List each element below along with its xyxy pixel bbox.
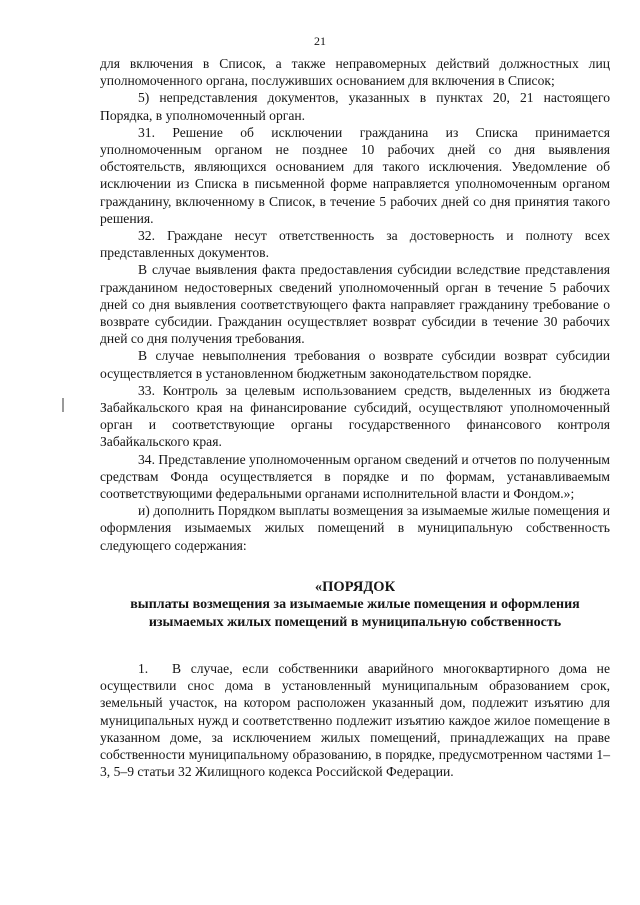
paragraph-item-5: 5) непредставления документов, указанных в пунктах 20, 21 настоящего Порядка, в уполномоченный орган.: [100, 90, 610, 123]
document-body: [100, 55, 610, 780]
heading-title: «ПОРЯДОК: [314, 578, 396, 595]
scan-margin-mark: [62, 398, 64, 412]
paragraph-32-subsidy-return: В случае выявления факта предоставления субсидии вследствие представления гражданином недостоверных сведений уполномоченный орган в течение 5 рабочих дней со дня выявления соответствующего факта направляет гражданину требование о возврате субсидии. Гражданин осуществляет возврат субсидии в течение 30 рабочих дней со дня получения требования.: [100, 262, 610, 347]
paragraph-continuation: для включения в Список, а также неправомерных действий должностных лиц уполномоченного органа, послуживших основанием для включения в Список;: [100, 56, 610, 89]
paragraph-31: 31. Решение об исключении гражданина из Списка принимается уполномоченным органом не позднее 10 рабочих дней со дня выявления обстоятельств, являющихся основанием для такого исключения. Уведомление об исключении из Списка в письменной форме направляется уполномоченным органом гражданину, включенному в Список, в течение 5 рабочих дней со дня принятия такого решения.: [100, 124, 610, 226]
page-number: 21: [314, 34, 326, 48]
section-heading: [100, 578, 610, 632]
paragraph-item-i: и) дополнить Порядком выплаты возмещения за изымаемые жилые помещения и оформления изымаемых жилых помещений в муниципальную собственность следующего содержания:: [100, 503, 610, 553]
paragraph-32-non-fulfillment: В случае невыполнения требования о возврате субсидии возврат субсидии осуществляется в установленном бюджетным законодательством порядке.: [100, 348, 610, 381]
paragraph-32: 32. Граждане несут ответственность за достоверность и полноту всех представленных документов.: [100, 228, 610, 261]
heading-line-1: выплаты возмещения за изымаемые жилые помещения и оформления: [130, 596, 580, 612]
paragraph-number: 1.: [138, 660, 149, 676]
paragraph-order-1-text: В случае, если собственники аварийного многоквартирного дома не осуществили снос дома в установленный муниципальным образованием срок, земельный участок, на котором расположен указанный дом, подлежит изъятию для муниципальных нужд и соответственно подлежит изъятию каждое жилое помещение в указанном доме, за исключением жилых помещений, принадлежащих на праве собственности муниципальному образованию, в порядке, предусмотренном частями 1–3, 5–9 статьи 32 Жилищного кодекса Российской Федерации.: [100, 660, 610, 780]
paragraph-34: 34. Представление уполномоченным органом сведений и отчетов по полученным средствам Фонда осуществляется в порядке и по формам, устанавливаемым соответствующими федеральными органами исполнительной власти и Фондом.»;: [100, 451, 610, 502]
heading-line-2: изымаемых жилых помещений в муниципальную собственность: [148, 614, 562, 630]
paragraph-order-1: [100, 660, 610, 780]
paragraph-33: 33. Контроль за целевым использованием средств, выделенных из бюджета Забайкальского края на финансирование субсидий, осуществляют уполномоченный орган и соответствующие органы государственного финансового контроля Забайкальского края.: [100, 382, 610, 450]
